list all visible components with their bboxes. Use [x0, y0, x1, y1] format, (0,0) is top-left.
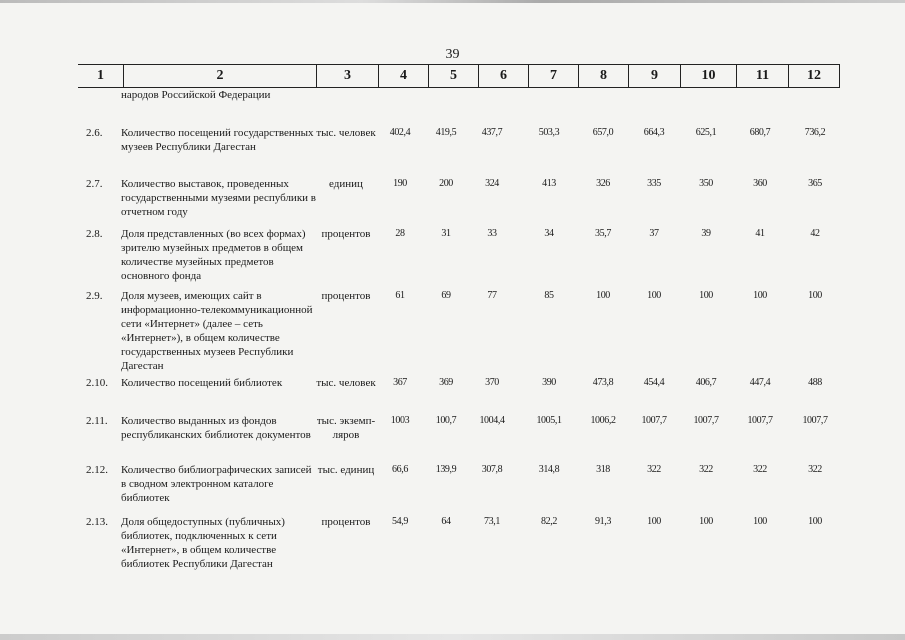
row-value: 367 — [393, 377, 407, 388]
row-value: 664,3 — [643, 127, 665, 138]
row-unit: тыс. единиц — [317, 464, 375, 476]
row-number: 2.11. — [86, 415, 108, 427]
header-col-4: 4 — [378, 65, 428, 87]
row-value: 437,7 — [481, 127, 503, 138]
row-value: 100 — [753, 516, 767, 527]
header-col-10: 10 — [680, 65, 736, 87]
header-col-5: 5 — [428, 65, 478, 87]
row-unit: процентов — [321, 516, 371, 528]
row-value: 307,8 — [481, 464, 503, 475]
row-value: 100 — [808, 516, 822, 527]
continuation-text: народов Российской Федерации — [121, 89, 271, 101]
row-number: 2.7. — [86, 178, 103, 190]
row-value: 82,2 — [541, 516, 557, 527]
row-indicator: Доля музеев, имеющих сайт в информационно-телекоммуникационной сети «Интернет» (далее – сеть «Интернет»), в общем количестве государственных музеев Республики Дагестан — [121, 290, 313, 372]
header-col-7: 7 — [528, 65, 578, 87]
row-value: 365 — [808, 178, 822, 189]
row-value: 335 — [647, 178, 661, 189]
row-value: 454,4 — [643, 377, 665, 388]
row-value: 447,4 — [749, 377, 771, 388]
row-value: 1005,1 — [536, 415, 562, 426]
table-header — [78, 64, 840, 88]
row-value: 322 — [808, 464, 822, 475]
row-value: 413 — [542, 178, 556, 189]
row-value: 369 — [439, 377, 453, 388]
header-col-3: 3 — [316, 65, 378, 87]
row-value: 657,0 — [592, 127, 614, 138]
row-value: 73,1 — [484, 516, 500, 527]
row-number: 2.10. — [86, 377, 108, 389]
row-value: 419,5 — [435, 127, 457, 138]
row-value: 42 — [810, 228, 820, 239]
header-col-2: 2 — [123, 65, 316, 87]
row-value: 322 — [647, 464, 661, 475]
row-value: 41 — [755, 228, 765, 239]
row-value: 350 — [699, 178, 713, 189]
row-value: 61 — [395, 290, 405, 301]
row-unit: единиц — [329, 178, 363, 190]
row-value: 28 — [395, 228, 405, 239]
row-value: 1006,2 — [590, 415, 616, 426]
header-col-9: 9 — [628, 65, 680, 87]
row-value: 370 — [485, 377, 499, 388]
row-number: 2.8. — [86, 228, 103, 240]
row-value: 736,2 — [804, 127, 826, 138]
row-value: 39 — [701, 228, 711, 239]
row-value: 322 — [699, 464, 713, 475]
row-indicator: Количество выставок, проведенных государственными музеями республики в отчетном году — [121, 178, 316, 218]
row-number: 2.6. — [86, 127, 103, 139]
header-col-8: 8 — [578, 65, 628, 87]
row-number: 2.13. — [86, 516, 108, 528]
row-value: 34 — [544, 228, 554, 239]
row-value: 326 — [596, 178, 610, 189]
row-value: 1007,7 — [641, 415, 667, 426]
row-number: 2.12. — [86, 464, 108, 476]
row-value: 1003 — [390, 415, 410, 426]
row-value: 100 — [699, 516, 713, 527]
row-value: 100,7 — [435, 415, 457, 426]
row-value: 1007,7 — [693, 415, 719, 426]
row-value: 100 — [596, 290, 610, 301]
row-value: 1004,4 — [479, 415, 505, 426]
row-value: 69 — [441, 290, 451, 301]
row-number: 2.9. — [86, 290, 103, 302]
scan-bottom-edge — [0, 634, 905, 640]
row-unit: тыс. человек — [316, 377, 376, 389]
header-col-12: 12 — [788, 65, 840, 87]
row-value: 35,7 — [595, 228, 611, 239]
row-value: 64 — [441, 516, 451, 527]
row-value: 100 — [647, 290, 661, 301]
row-value: 324 — [485, 178, 499, 189]
row-value: 390 — [542, 377, 556, 388]
row-value: 100 — [647, 516, 661, 527]
header-col-11: 11 — [736, 65, 788, 87]
row-value: 322 — [753, 464, 767, 475]
row-value: 488 — [808, 377, 822, 388]
row-value: 85 — [544, 290, 554, 301]
row-value: 33 — [487, 228, 497, 239]
row-value: 37 — [649, 228, 659, 239]
row-value: 1007,7 — [802, 415, 828, 426]
row-value: 100 — [808, 290, 822, 301]
page-number: 39 — [445, 47, 460, 62]
row-value: 1007,7 — [747, 415, 773, 426]
row-unit: тыс. человек — [316, 127, 376, 139]
row-indicator: Количество посещений библиотек — [121, 377, 283, 389]
row-value: 54,9 — [392, 516, 408, 527]
row-value: 200 — [439, 178, 453, 189]
row-value: 100 — [753, 290, 767, 301]
row-value: 100 — [699, 290, 713, 301]
row-indicator: Количество библиографических записей в сводном электронном каталоге библиотек — [121, 464, 312, 504]
row-value: 77 — [487, 290, 497, 301]
row-value: 360 — [753, 178, 767, 189]
row-value: 625,1 — [695, 127, 717, 138]
row-value: 31 — [441, 228, 451, 239]
row-value: 406,7 — [695, 377, 717, 388]
row-value: 503,3 — [538, 127, 560, 138]
row-value: 318 — [596, 464, 610, 475]
row-value: 680,7 — [749, 127, 771, 138]
row-value: 190 — [393, 178, 407, 189]
row-value: 473,8 — [592, 377, 614, 388]
row-value: 139,9 — [435, 464, 457, 475]
row-unit: тыс. экземп-ляров — [316, 415, 376, 441]
header-col-1: 1 — [97, 68, 104, 83]
row-unit: процентов — [321, 228, 371, 240]
row-unit: процентов — [321, 290, 371, 302]
row-value: 402,4 — [389, 127, 411, 138]
row-value: 91,3 — [595, 516, 611, 527]
row-indicator: Доля общедоступных (публичных) библиотек, подключенных к сети «Интернет», в общем количестве библиотек Республики Дагестан — [121, 516, 285, 570]
row-indicator: Количество посещений государственных музеев Республики Дагестан — [121, 127, 314, 153]
row-value: 66,6 — [392, 464, 408, 475]
row-indicator: Количество выданных из фондов республиканских библиотек документов — [121, 415, 311, 441]
header-col-6: 6 — [478, 65, 528, 87]
row-value: 314,8 — [538, 464, 560, 475]
scan-top-edge — [0, 0, 905, 3]
row-indicator: Доля представленных (во всех формах) зрителю музейных предметов в общем количестве музейных предметов основного фонда — [121, 228, 306, 282]
